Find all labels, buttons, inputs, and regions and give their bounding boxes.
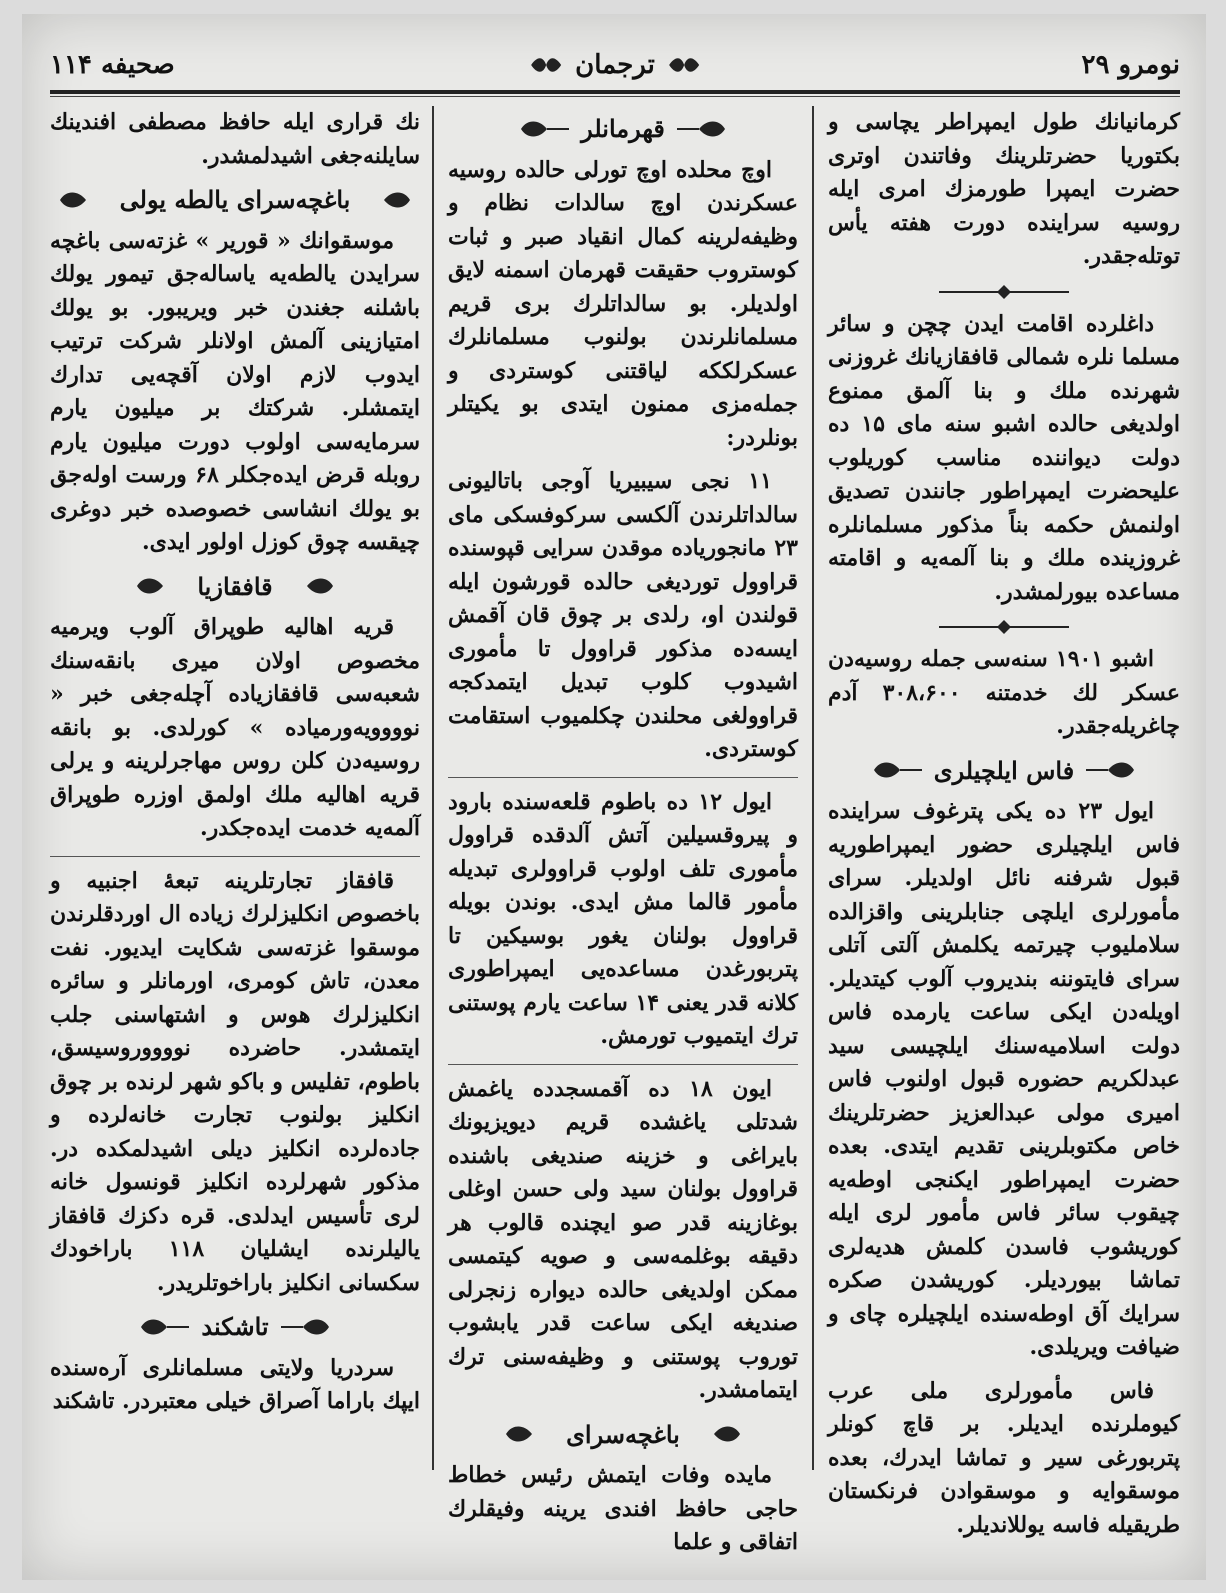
column-left xyxy=(50,106,420,1540)
ornament-icon xyxy=(667,54,701,76)
section-heading xyxy=(448,112,798,146)
masthead xyxy=(529,50,701,80)
article-paragraph: ایون ۱۸ ده آقمسجدده یاغمش شدتلی یاغشده قریم دیویزیونك بایراغی و خزینه صندیغی باشنده قراوول بولنان سید ولی حسن اوغلی بوغازینه قدر صو ایچنده قالوب هر دقیقه بوغلمه‌سی و صویه كیتمسی ممكن اولدیغی حالده دیواره زنجرلی صندیغه ایكی ساعت قدر یابشوب توروب پوستنی و وظیفه‌سنی ترك ایتمامشدر. xyxy=(448,1075,798,1403)
page-header xyxy=(50,42,1180,92)
article-paragraph: مایده وفات ایتمش رئیس خطاط حاجی حافظ افندی یرینه وفیقلرك اتفاقی و علما xyxy=(448,1462,798,1555)
article-paragraph: موسقوانك « قوریر » غزته‌سی باغچه سرایدن یالطه‌یه یاساله‌جق تیمور یولك باشلنه جغندن خبر ویریبور. بو یولك امتیازینی آلمش اولانلر شركت ترتیب ایدوب لازم اولان آقچه‌یی تدارك ایتمشلر. شركتك بر میلیون یارم سرمایه‌سی اولوب دورت میلیون یارم روبله قرض ایده‌جكلر ۶۸ ورست اوله‌جق بو یولك انشاسی خصوصده خبر دوغری چیقسه چوق كوزل اولور ایدی. xyxy=(50,227,420,555)
section-heading xyxy=(50,1310,420,1344)
ornament-icon xyxy=(529,54,563,76)
page-number: صحیفه ۱۱۴ xyxy=(50,50,175,80)
ornament-icon xyxy=(675,117,731,141)
header-rule-thin xyxy=(50,96,1180,97)
issue-number: نومرو ۲۹ xyxy=(1081,50,1180,80)
article-paragraph: ایول ۲۳ ده یكی پترغوف سراینده فاس ایلچیلری حضور ایمپراطوریه قبول شرفنه نائل اولدیلر. سرای مأمورلری ایلچی جنابلرینی واقزالده سلاملیوب چیرتمه یكلمش آلتی آتلی سرای فایتوننه بندیروب آلوب كیتدیلر. اویله‌دن ایكی ساعت یارمده فاس دولت اسلامیه‌سنك ایلچیسی سید عبدلكریم حضوره قبول اولنوب فاس امیری مولی عبدالعزیز حضرتلرینك خاص مكتوبلرینی تقدیم ایتدی. بعده حضرت ایمپراطور ایكنجی اوطه‌یه چیقوب سائر فاس مأمور لری ایله كوریشوب فاسدن كلمش هدیه‌لری تماشا بیوردیلر. كوریشدن صكره سرایك آق اوطه‌سنده ایلچیلره چای و ضیافت ویریلدی. xyxy=(828,798,1180,1360)
divider xyxy=(448,777,798,778)
divider xyxy=(448,1064,798,1065)
section-heading xyxy=(50,183,420,217)
article-paragraph: سردریا ولایتی مسلمانلری آره‌سنده ایپك باراما آصراق خیلی معتبردر. تاشكند xyxy=(50,1354,420,1414)
column-divider xyxy=(432,106,434,1470)
diamond-rule-icon xyxy=(929,619,1079,635)
ornament-icon xyxy=(500,1422,556,1446)
divider xyxy=(50,856,420,857)
ornament-icon xyxy=(1084,758,1140,782)
section-title: باغچه‌سرای یالطه یولی xyxy=(119,185,351,214)
article-paragraph: قریه اهالیه طوپراق آلوب ویرمیه مخصوص اولان میری بانقه‌سنك شعبه‌سی قافقازیاده آچله‌جغی خبر « نوووویه‌ورمیاده » كورلدی. بو بانقه روسیه‌دن كلن روس مهاجرلرینه و یرلی قریه اهالیه ملك اولمق اوزره طوپراق آلمه‌یه خدمت ایده‌جكدر. xyxy=(50,614,420,841)
newspaper-page xyxy=(22,14,1206,1580)
ornament-icon xyxy=(690,1422,746,1446)
article-paragraph: اوچ محلده اوچ تورلی حالده روسیه عسكرندن اوچ سالدات نظام و وظیفه‌لرینه كمال انقیاد صبر و ثبات كوستروب حقیقت قهرمان اسمنه لایق اولدیلر. بو سالداتلرك بری قریم مسلمانلرندن بولنوب مسلمانلرك عسكرلككه لیاقتنی كوستردی و جمله‌مزی ممنون ایتدی بو یكیتلر بونلردر: xyxy=(448,156,798,451)
column-right xyxy=(828,106,1180,1540)
article-paragraph: ۱۱ نجی سیبیریا آوجی باتالیونی سالداتلرندن آلكسی سركوفسكی مای ۲۳ مانجوریاده موقدن سرایی قپوسنده قراوول توردیغی حالده قورشون ایله قولندن او، رلدی بر چوق قان آقمش ایسه‌ده مذكور قراوول تا مأموری اشیدوب كلوب تبدیل ایتمدكجه قراوولغی محلندن چكلمیوب استقامت كوستردی. xyxy=(448,468,798,762)
section-title: فاس ایلچیلری xyxy=(933,755,1075,785)
ornament-icon xyxy=(131,574,187,598)
article-paragraph: ایول ۱۲ ده باطوم قلعه‌سنده بارود و پیروقسیلین آتش آلدقده قراوول مأموری تلف اولوب قراوولری تبدیله مأمور قالما مش ایدی. بوندن بویله قراوول بولنان یغور بوسیكین تا پتربورغدن مساعده‌یی ایمپراطوری كلانه قدر یعنی ۱۴ ساعت یارم پوستنی ترك ایتمیوب تورمش. xyxy=(448,788,798,1049)
ornament-icon xyxy=(283,574,339,598)
section-title: باغچه‌سرای xyxy=(566,1419,680,1449)
article-paragraph: قافقاز تجارتلرینه تبعهٔ اجنبیه و باخصوص انكلیزلرك زیاده ال اوردقلرندن موسقوا غزته‌سی شكایت ایدیور. نفت معدن، تاش كومری، اورمانلر و سائره انكلیزلرك هوس و اشتهاسنی جلب ایتمشدر. حاضرده نووووروسیسق، باطوم، تفلیس و باكو شهر لرنده بر چوق انكلیز بولنوب تجارت خانه‌لرده و جاده‌لرده انكلیز دیلی اشیدلمكده در. مذكور شهرلرده انكلیز قونسول خانه لری تأسیس ایدلدی. قره دكزك قافقاز یالیلرنده ایشلیان ۱۱۸ باراخودك سكسانی انكلیز باراخوتلریدر. xyxy=(50,867,421,1296)
ornament-icon xyxy=(515,117,571,141)
article-paragraph: فاس مأمورلری ملی عرب كیوملرنده ایدیلر. بر قاچ كونلر پتربورغی سیر و تماشا ایدرك، بعده موسقوایه و موسقوادن فرنكستان طریقیله فاسه یوللاندیلر. xyxy=(828,1377,1180,1538)
separator xyxy=(828,284,1180,300)
section-title: تاشكند xyxy=(201,1312,269,1341)
ornament-icon xyxy=(54,188,110,212)
masthead-title: ترجمان xyxy=(575,50,655,80)
ornament-icon xyxy=(279,1315,335,1339)
diamond-rule-icon xyxy=(929,284,1079,300)
column-divider xyxy=(812,106,814,1470)
article-paragraph: داغلرده اقامت ایدن چچن و سائر مسلما نلره شمالی قافقازیانك غروزنی شهرنده ملك و بنا آلمق ممنوع اولدیغی حالده اشبو سنه مای ۱۵ ده دولت دیواننده مناسب كوریلوب علیحضرت ایمپراطور جانندن تصدیق اولنمش حكمه بناً مذكور مسلمانلره غروزینده ملك و بنا آلمه‌یه و اقامته مساعده بیورلمشدر. xyxy=(828,310,1181,605)
article-paragraph: نك قراری ایله حافظ مصطفی افندینك سایلنه‌جغی اشیدلمشدر. xyxy=(50,109,420,169)
article-paragraph: كرمانیانك طول ایمپراطر یچاسی و بكتوریا حضرتلرینك وفاتندن اوتری حضرت ایمپرا طورمزك امری ایله روسیه سراینده دورت هفته یأس توتله‌جقدر. xyxy=(828,109,1180,269)
ornament-icon xyxy=(868,758,924,782)
section-heading xyxy=(448,1418,798,1452)
ornament-icon xyxy=(135,1315,191,1339)
column-middle xyxy=(448,106,798,1555)
section-title: قهرمانلر xyxy=(581,114,665,143)
section-title: قافقازیا xyxy=(197,571,273,601)
article-paragraph: اشبو ۱۹۰۱ سنه‌سی جمله روسیه‌دن عسكر لك خدمتنه ۳۰۸،۶۰۰ آدم چاغریله‌جقدر. xyxy=(828,646,1180,739)
section-heading xyxy=(828,754,1180,788)
ornament-icon xyxy=(360,188,416,212)
header-rule xyxy=(50,90,1180,94)
separator xyxy=(828,619,1180,635)
section-heading xyxy=(50,570,420,604)
